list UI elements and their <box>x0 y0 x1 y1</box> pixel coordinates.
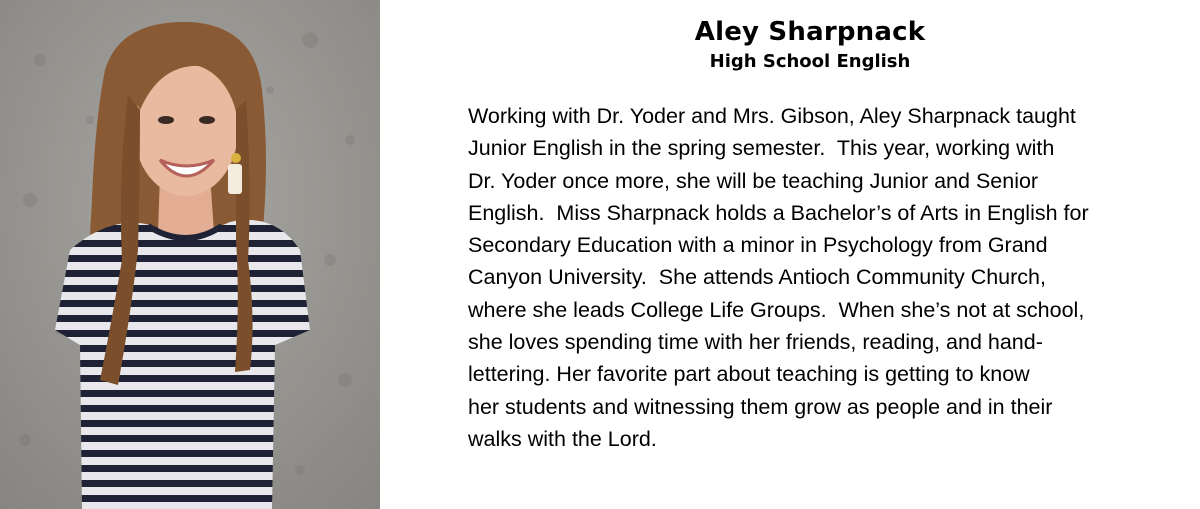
bio-line: Dr. Yoder once more, she will be teaching Junior and Senior <box>468 168 1039 193</box>
bio-line: her students and witnessing them grow as people and in their <box>468 394 1053 419</box>
bio-line: Secondary Education with a minor in Psychology from Grand <box>468 233 1048 258</box>
bio-line: English. Miss Sharpnack holds a Bachelor’s of Arts in English for <box>468 200 1089 225</box>
profile-photo <box>0 0 380 509</box>
bio-line: walks with the Lord. <box>468 426 657 451</box>
profile-header <box>560 14 1060 74</box>
portrait-illustration <box>0 0 380 509</box>
bio-line: where she leads College Life Groups. When she’s not at school, <box>468 297 1085 322</box>
bio-line: she loves spending time with her friends, reading, and hand- <box>468 330 1043 355</box>
bio-line: Working with Dr. Yoder and Mrs. Gibson, Aley Sharpnack taught <box>468 104 1076 128</box>
bio-line: Junior English in the spring semester. This year, working with <box>468 136 1055 161</box>
bio-line: lettering. Her favorite part about teaching is getting to know <box>468 362 1030 387</box>
profile-bio <box>468 100 1184 455</box>
profile-role: High School English <box>709 51 911 72</box>
bio-line: Canyon University. She attends Antioch Community Church, <box>468 265 1046 290</box>
profile-name: Aley Sharpnack <box>694 17 926 47</box>
